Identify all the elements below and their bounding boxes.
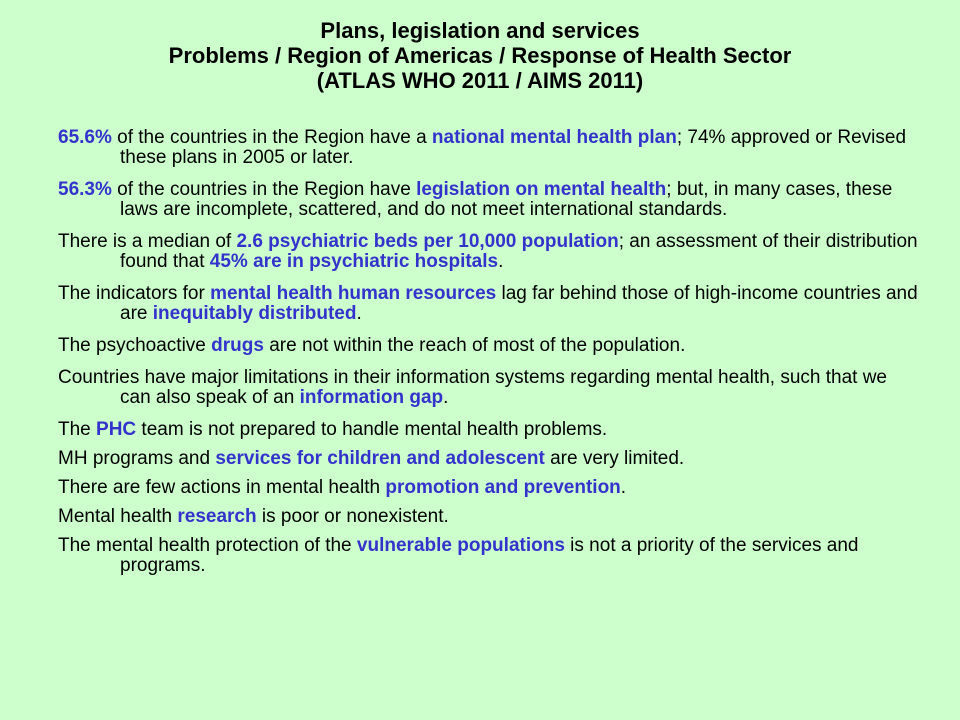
highlighted-text: 65.6% (58, 127, 112, 148)
highlighted-text: promotion and prevention (385, 477, 621, 498)
bullet-text: The (58, 419, 97, 440)
bullet-text: MH programs and (58, 448, 216, 469)
bullet-text: Countries have major limitations in their information systems regarding mental health, such that we can also speak of an (58, 367, 887, 408)
bullet-text: of the countries in the Region have a (111, 127, 432, 148)
bullet-item (58, 507, 918, 527)
bullet-text: lag far behind those of high-income countries and are (120, 283, 918, 324)
bullet-text: Mental health (58, 506, 178, 527)
highlighted-text: 56.3% (58, 179, 112, 200)
bullet-item (58, 336, 918, 356)
bullet-text: are very limited. (544, 448, 685, 469)
bullet-text: ; 74% approved or Revised these plans in 2005 or later. (120, 127, 907, 168)
bullet-text: . (498, 251, 504, 272)
bullet-text: is poor or nonexistent. (256, 506, 449, 527)
highlighted-text: 2.6 psychiatric beds per 10,000 population (236, 231, 619, 252)
highlighted-text: vulnerable populations (356, 535, 565, 556)
highlighted-text: services for children and adolescent (215, 448, 545, 469)
bullet-text: The mental health protection of the (58, 535, 357, 556)
bullet-text: The indicators for (58, 283, 211, 304)
bullet-text: of the countries in the Region have (111, 179, 417, 200)
bullet-item (58, 128, 918, 168)
title-line-1: Plans, legislation and services (320, 18, 640, 43)
highlighted-text: research (177, 506, 257, 527)
bullet-item (58, 232, 918, 272)
highlighted-text: mental health human resources (210, 283, 497, 304)
bullet-text: . (356, 303, 362, 324)
bullet-list (58, 128, 918, 585)
bullet-item (58, 536, 918, 576)
bullet-text: team is not prepared to handle mental health problems. (136, 419, 608, 440)
highlighted-text: national mental health plan (431, 127, 677, 148)
slide-title (40, 18, 920, 93)
bullet-text: ; but, in many cases, these laws are incomplete, scattered, and do not meet international standards. (120, 179, 893, 220)
title-line-3: (ATLAS WHO 2011 / AIMS 2011) (316, 68, 644, 93)
bullet-item (58, 284, 918, 324)
highlighted-text: PHC (96, 419, 137, 440)
bullet-text: . (443, 387, 449, 408)
bullet-item (58, 368, 918, 408)
bullet-item (58, 180, 918, 220)
bullet-item (58, 420, 918, 440)
highlighted-text: legislation on mental health (416, 179, 667, 200)
highlighted-text: inequitably distributed (152, 303, 357, 324)
highlighted-text: drugs (211, 335, 264, 356)
bullet-text: ; an assessment of their distribution found that (120, 231, 918, 272)
bullet-item (58, 449, 918, 469)
bullet-text: There are few actions in mental health (58, 477, 386, 498)
title-line-2: Problems / Region of Americas / Response of Health Sector (168, 43, 792, 68)
bullet-text: is not a priority of the services and programs. (120, 535, 859, 576)
bullet-text: There is a median of (58, 231, 237, 252)
bullet-text: . (620, 477, 627, 498)
bullet-text: The psychoactive (58, 335, 212, 356)
highlighted-text: information gap (299, 387, 444, 408)
bullet-item (58, 478, 918, 498)
highlighted-text: 45% are in psychiatric hospitals (209, 251, 499, 272)
bullet-text: are not within the reach of most of the population. (263, 335, 686, 356)
